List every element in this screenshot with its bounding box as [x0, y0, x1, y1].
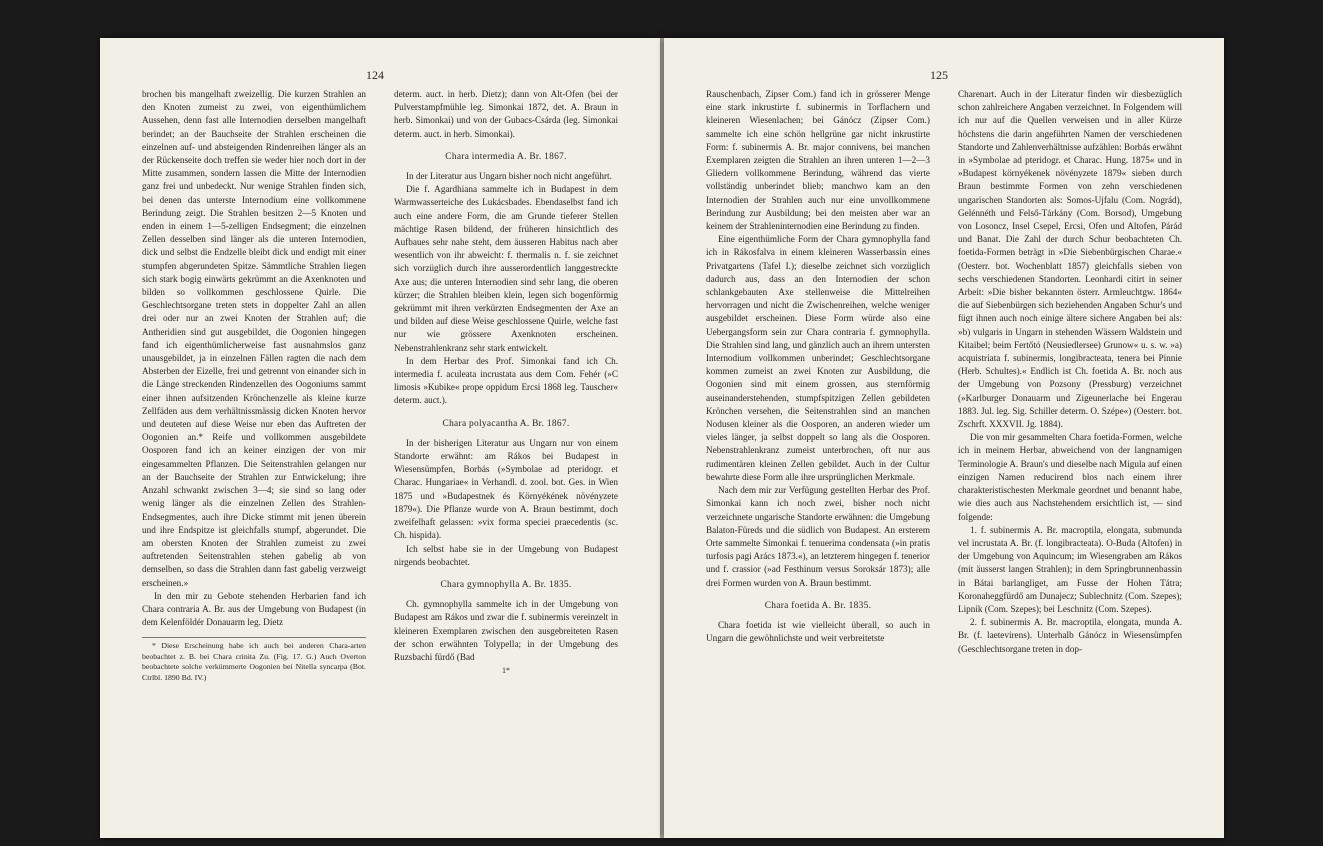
paragraph: In dem Herbar des Prof. Simonkai fand ich Ch. intermedia f. aculeata incrustata aus dem Com. Fehér (»C limosis »Kubike« prope oppidum Ercsi 1868 leg. Tauscher« determ. auct.). [394, 355, 618, 406]
paragraph: determ. auct. in herb. Dietz); dann von Alt-Ofen (bei der Pulverstampfmühle leg. Simonkai 1872, det. A. Braun in herb. Simonkai) und von der Gubacs-Csárda (leg. Simonkai determ. auct. in herb. Simonkai). [394, 89, 618, 139]
paragraph: In der bisherigen Literatur aus Ungarn nur von einem Standorte erwähnt: am Rákos bei Budapest in Wiesensümpfen, Borbás (»Symbolae ad pteridogr. et Charac. Hungariae« in Verhandl. d. zool. bot. Ges. in Wien 1875 und »Budapestnek és Környékének növényzete 1879«). Die Pflanze wurde von A. Braun bestimmt, doch zweifelhaft gelassen: »vix forma speciei praecedentis (sc. Ch. hispida). [394, 437, 618, 541]
paragraph: Charenart. Auch in der Literatur finden wir diesbezüglich schon zahlreichere Angaben verzeichnet. In Folgendem will ich nur auf die Quellen verweisen und in aller Kürze höchstens die darin angeführten Namen der verschiedenen Standorte und Zahlenverhältnisse aufzählen: Borbás erwähnt in »Symbolae ad pteridogr. et Charac. Hung. 1875« und in »Budapest környékenek növényzete 1879« sieben durch Braun bestimmte Formen von zehn verschiedenen ungarischen Standorten als: Somos-Ujfalu (Com. Nográd), Gelénnéth und Felső-Tárkány (Com. Borsod), Umgebung von Losoncz, Insel Csepel, Ercsi, Ofen und Altofen, Párád und Banat. Die Zahl der durch Schur beobachteten Ch. foetida-Formen beträgt in »Die Siebenbürgischen Charae.« (Oesterr. bot. Wochenblatt 1857) gleichfalls sieben von sechs verschiedenen Standorten. Leonhardi citirt in seiner Arbeit: »Die bisher bekannten österr. Armleuchtgw. 1864« die auf Siebenbürgen sich beziehenden Angaben Schur's und fügt ihnen auch noch einige ältere sichere Angaben bei als: »b) vulgaris in Ungarn in stehenden Wässern Waldstein und Kitaibel; beim Fertőtó (Neusiedlersee) Grunow« u. s. w. »a) acquistriata f. subinermis, longibracteata, tenera bei Pinnie (Herb. Schultes).« Endlich ist Ch. foetida A. Br. noch aus der Umgebung von Pozsony (Pressburg) verzeichnet (»Karlburger Donauarm und Zigeunerlache bei Engerau 1883. Jul. leg. Sig. Schiller determ. O. Szépe«) (Oesterr. bot. Zschrft. XXXVII. Jg. 1884). [958, 89, 1182, 430]
page-number: 124 [366, 68, 384, 82]
left-column-2 [394, 88, 618, 677]
right-column-1 [706, 88, 930, 645]
paragraph: In den mir zu Gebote stehenden Herbarien fand ich Chara contraria A. Br. aus der Umgebung von Budapest (in dem Kelenföldér Donauarm leg. Dietz [142, 590, 366, 628]
paragraph: 2. f. subinermis A. Br. macroptila, elongata, munda A. Br. (f. laetevirens). Unterhalb Gánócz in Wiesensümpfen (Geschlechtsorgane treten in dop- [958, 617, 1182, 654]
paragraph: 1. f. subinermis A. Br. macroptila, elongata, submunda vel incrustata A. Br. (f. longibracteata). O-Buda (Altofen) in der Umgebung von Aquincum; im Wiesengraben am Rákos (mit äusserst langen Strahlen); in dem Springbrunnenbassin in Bátai barlangliget, am Fusse der Hohen Tátra; Koronaheggfürdő am Dunajecz; Sublechnitz (Com. Szepes); Lipnik (Com. Szepes); bei Leschnitz (Com. Szepes). [958, 524, 1182, 614]
paragraph: Ch. gymnophylla sammelte ich in der Umgebung von Budapest am Rákos und zwar die f. subinermis vereinzelt in kleineren Exemplaren zwischen den ausgebreiteten Rasen der schon erwähnten Tolypella; in der Umgebung des Ruzsbachi fürdő (Bad [394, 599, 618, 662]
right-column-2 [958, 88, 1182, 656]
footnote [142, 637, 366, 683]
section-heading: Chara gymnophylla A. Br. 1835. [440, 579, 572, 590]
section-heading: Chara polyacantha A. Br. 1867. [442, 418, 570, 429]
right-page [664, 38, 1224, 838]
paragraph: Rauschenbach, Zipser Com.) fand ich in grösserer Menge eine stark inkrustirte f. subinermis in Torflachern und kleineren Wiesenlachen; bei Gánócz (Zipser Com.) sammelte ich eine schön hellgrüne gar nicht inkrustirte Form: f. subinermis A. Br. major connivens, bei manchen Exemplaren zeigten die Strahlen an ihren unteren 1—2—3 Gliedern vollkommene Berindung, während das vierte vollständig unberindet blieb; manchwo kam an den Internodien der Strahlen auch nur eine unvollkommene Berindung zur Ausbildung; bei den meisten aber war an keinem der Strahleninternodien eine Berindung zu finden. [706, 89, 930, 232]
paragraph: Die von mir gesammelten Chara foetida-Formen, welche ich in meinem Herbar, abweichend von der langnamigen Terminologie A. Braun's und dieselbe nach Migula auf einen einzigen Namen reducirend blos nach einem ihrer charakteristischesten Merkmale geordnet und benannt habe, wie dies auch aus Nachstehendem ersichtlich ist, — sind folgende: [958, 432, 1182, 522]
page-number: 125 [930, 68, 948, 82]
paragraph: Nach dem mir zur Verfügung gestellten Herbar des Prof. Simonkai kann ich noch zwei, bisher noch nicht verzeichnete ungarische Standorte erwähnen: die Umgebung Balaton-Füreds und die südlich von Budapest. An ersterem Orte sammelte Simonkai f. tenuerima condensata (»in pratis turfosis pagi Arács 1873.«), an letzterem hingegen f. tenerior und f. crassior (»ad Festhinum versus Soroksár 1873); alle drei Formen wurden von A. Braun bestimmt. [706, 485, 930, 588]
paragraph: In der Literatur aus Ungarn bisher noch nicht angeführt. [406, 171, 612, 182]
paragraph: Chara foetida ist wie vielleicht überall, so auch in Ungarn die gewöhnlichste und weit verbreitetste [706, 619, 930, 644]
paragraph: Eine eigenthümliche Form der Chara gymnophylla fand ich in Rákosfalva in einem kleineren Wasserbassin eines Privatgartens (Tafel I.); dieselbe zeichnet sich vorzüglich dadurch aus, dass an den Internodien der schon schlankgebauten Axe stellenweise die Mittelreihen hervorragen und nicht die Zwischenreihen, welche weniger ausgebildet erscheinen. Diese Form würde also eine Uebergangsform sein zur Chara contraria f. gymnophylla. Die Strahlen sind lang, und gänzlich auch an ihrem untersten Internodium vollkommen unberindet; Geschlechtsorgane kommen zumeist an zwei Knoten zur Ausbildung, die Oogonien sind mit einem grossen, aus sternförmig auseinanderstehenden, stumpfspitzigen Zellen gebildeten Krönchen versehen, die Seitenstrahlen sind an manchen Nodusen kleiner als die Oosporen, an anderen wieder um vieles länger, ja selbst doppelt so lang als die Oosporen. Nebenstrahlenkranz zumeist unterbrochen, oft nur aus rudimentären kleinen Zellen gebildet. Auch in der Cultur bewahrte diese Form alle ihre ursprünglichen Merkmale. [706, 234, 931, 482]
signature-mark: 1* [502, 666, 510, 676]
section-heading: Chara foetida A. Br. 1835. [764, 600, 872, 611]
paragraph: Ich selbst habe sie in der Umgebung von Budapest nirgends beobachtet. [394, 543, 618, 567]
section-heading: Chara intermedia A. Br. 1867. [445, 151, 567, 162]
footnote-text: * Diese Erscheinung habe ich auch bei anderen Chara-arten beobachtet z. B. bei Chara crinita Zu. (Fig. 17. G.) Auch Overton beobachtete solche verkümmerte Oogonien bei Nitella syncarpa (Bot. Ctrlbl. 1890 Bd. IV.) [142, 641, 366, 682]
paragraph: Die f. Agardhiana sammelte ich in Budapest in dem Warmwasserteiche des Lukácsbades. Ebendaselbst fand ich auch eine andere Form, die am Grunde tieferer Stellen mächtige Rasen bildend, der früheren hinsichtlich des Aufbaues sehr nahe steht, dem äusseren Habitus nach aber wesentlich von ihr abweicht: f. thermalis n. f. sie zeichnet sich vorzüglich durch ihre ausserordentlich langgestreckte Axe aus; die unteren Internodien sind sehr lang, die oberen kürzer; die Strahlen bleiben klein, legen sich bogenförmig gekrümmt mit ihren verkürzten Endsegmenten der Axe an und bilden auf diese Weise geschlossene Quirle, welche fast nur wie grössere Axenknoten erscheinen. Nebenstrahlenkranz sehr stark entwickelt. [394, 184, 618, 353]
paragraph: brochen bis mangelhaft zweizellig. Die kurzen Strahlen an den Knoten zumeist zu zwei, von eigenthümlichem Aussehen, denn fast alle Internodien derselben mangelhaft berindet; an der Bauchseite der Strahlen erscheinen die einzelnen auf- und absteigenden Rindenreihen länger als an der Rückenseite doch treffen sie weder hier noch dort in der Mitte zusammen, sondern lassen die Mitte der Internodien ganz frei und unbedeckt. Nur wenige Strahlen finden sich, bei denen das unterste Internodium eine vollkommene Berindung zeigt. Die Strahlen besitzen 2—5 Knoten und enden in einem 1—5-zelligen Endsegment; die einzelnen Zellen desselben sind länger als die unteren Internodien, dick und selbst die Endzelle bleibt dick und endigt mit einer stumpfen abgerundeten Spitze. Sämmtliche Strahlen liegen sich stark bogig einwärts gekrümmt an die Axenknoten und bilden so vollkommen geschlossene Quirle. Die Geschlechtsorgane treten stets in doppelter Zahl an allen drei oder nur an zwei Knoten der Strahlen auf; die Antheridien sind gut ausgebildet, die Oogonien hingegen fand ich eigenthümlicherweise fast ausnahmslos ganz unausgebildet, ja in einzelnen Fällen ragten die nach dem Absterben der Eizelle, frei und getrennt von einander sich in die Länge streckenden Rindenzellen des Oogoniums sammt einer ihnen aufsitzenden Krönchenzelle als kleine kurze Zellfäden aus dem verhältnissmässig dicken Knoten hervor und deuteten auf diese Weise nur eben das Auftreten der Oogonien an.* Reife und vollkommen ausgebildete Oosporen fand ich an keiner einzigen der von mir eingesammelten Pflanzen. Die Seitenstrahlen gelangen nur an der Bauchseite der Strahlen zur Entwickelung; ihre Anzahl schwankt zwischen 3—4; sie sind so lang oder wenig länger als die einzelnen Zellen des Strahlen-Endsegmentes, auch ihre Dicke stimmt mit jenen überein und ihre Endspitze ist gleichfalls stumpf, abgerundet. Die am obersten Knoten der Strahlen zumeist zu zwei auftretenden Seitenstrahlen stehen gabelig ab von demselben, so dass die Strahlen dann fast gabelig verzweigt erscheinen.» [142, 89, 366, 588]
left-column-1 [142, 88, 366, 683]
left-page [100, 38, 660, 838]
